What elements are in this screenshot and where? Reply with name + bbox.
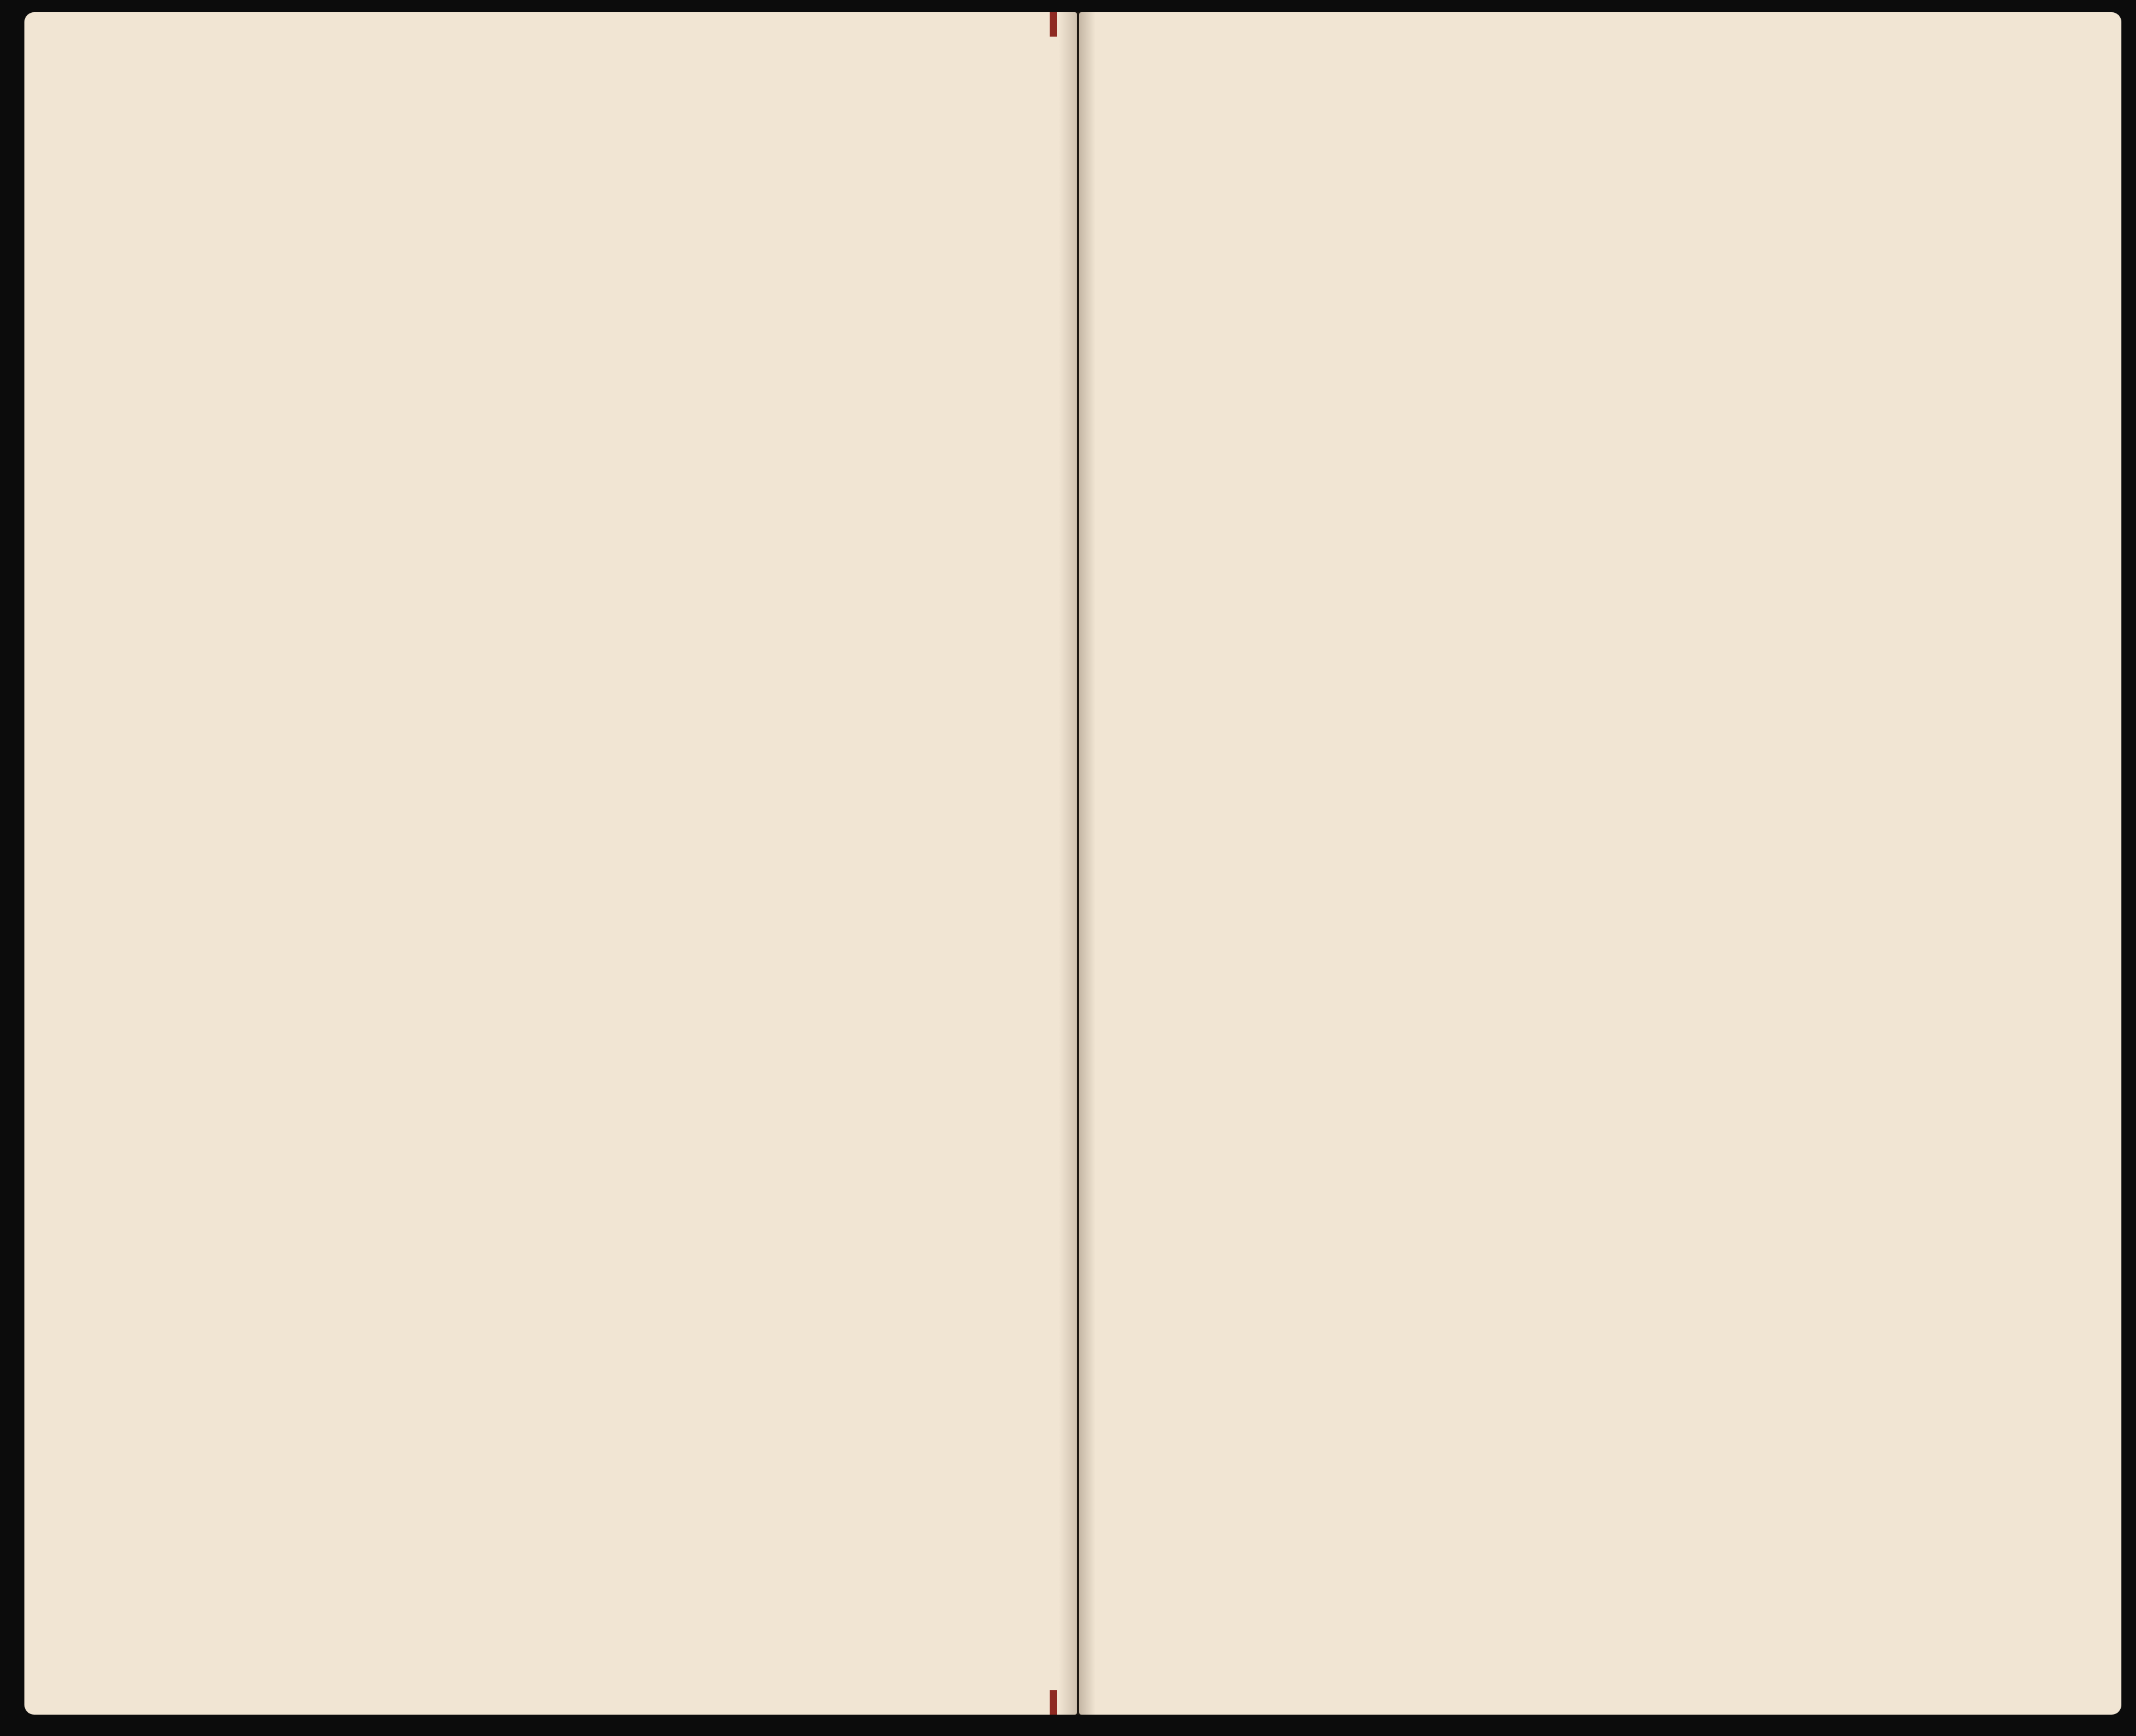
header-religion: [1141, 235, 1160, 308]
spine-cloth-bottom: [1050, 1690, 1057, 1715]
left-page: [24, 12, 1077, 1715]
header-female: [1227, 226, 1245, 299]
header-index: [137, 149, 156, 296]
book-gutter: [1059, 12, 1095, 1715]
header-male: [1184, 226, 1202, 299]
spine-cloth-top: [1050, 12, 1057, 37]
